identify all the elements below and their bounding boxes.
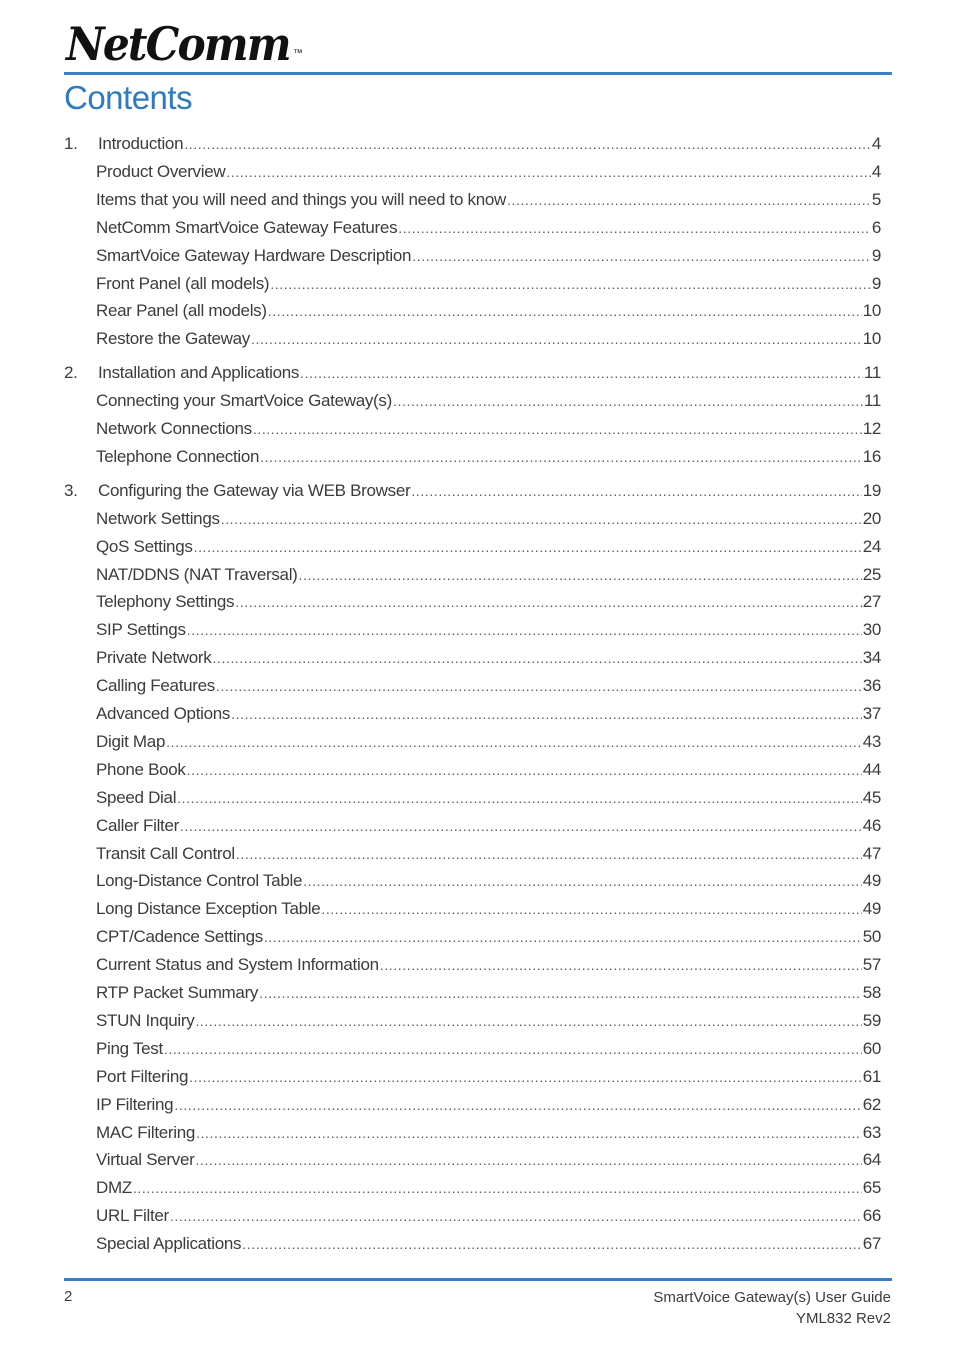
toc-dot-leader bbox=[268, 299, 862, 323]
toc-dot-leader bbox=[187, 758, 862, 782]
header-rule bbox=[64, 72, 892, 75]
toc-page-number: 27 bbox=[862, 592, 881, 612]
toc-page-number: 24 bbox=[862, 536, 881, 556]
toc-page-number: 58 bbox=[862, 983, 881, 1002]
toc-entry-label: SmartVoice Gateway Hardware Description bbox=[96, 245, 412, 265]
toc-page-number: 44 bbox=[862, 759, 881, 779]
toc-page-number: 45 bbox=[862, 787, 881, 807]
toc-page-number: 9 bbox=[871, 245, 881, 265]
toc-entry-label: Network Settings bbox=[96, 508, 220, 528]
toc-entry-label: SIP Settings bbox=[96, 620, 186, 640]
toc-entry[interactable] bbox=[64, 842, 881, 866]
toc-entry[interactable] bbox=[64, 535, 881, 559]
toc-section-number: 1. bbox=[64, 134, 78, 153]
toc-entry[interactable] bbox=[64, 730, 881, 754]
toc-entry[interactable] bbox=[64, 786, 881, 810]
toc-entry-label: Long Distance Exception Table bbox=[96, 899, 321, 919]
toc-page-number: 60 bbox=[862, 1038, 881, 1058]
toc-entry-label: STUN Inquiry bbox=[96, 1010, 195, 1030]
toc-page-number: 62 bbox=[862, 1094, 881, 1114]
toc-entry[interactable] bbox=[64, 1065, 881, 1089]
toc-entry-label: Caller Filter bbox=[96, 815, 180, 835]
toc-dot-leader bbox=[180, 814, 862, 838]
toc-page-number: 65 bbox=[862, 1178, 881, 1198]
toc-page-number: 34 bbox=[862, 648, 881, 668]
toc-entry[interactable] bbox=[64, 1037, 881, 1061]
toc-dot-leader bbox=[264, 925, 862, 949]
toc-entry-label: NAT/DDNS (NAT Traversal) bbox=[96, 564, 298, 584]
toc-entry-label: MAC Filtering bbox=[96, 1122, 196, 1142]
toc-dot-leader bbox=[195, 1009, 861, 1033]
toc-dot-leader bbox=[231, 702, 862, 726]
toc-entry[interactable] bbox=[64, 618, 881, 642]
toc-entry[interactable] bbox=[64, 1121, 881, 1145]
toc-dot-leader bbox=[236, 842, 862, 866]
toc-entry-label: Port Filtering bbox=[96, 1066, 189, 1086]
toc-dot-leader bbox=[195, 1148, 861, 1172]
toc-section-number: 3. bbox=[64, 480, 78, 500]
toc-dot-leader bbox=[174, 1093, 861, 1117]
toc-dot-leader bbox=[259, 981, 862, 1005]
toc-page-number: 59 bbox=[862, 1010, 881, 1030]
toc-entry-label: CPT/Cadence Settings bbox=[96, 927, 263, 947]
toc-entry-label: Configuring the Gateway via WEB Browser bbox=[98, 480, 411, 500]
toc-page-number: 36 bbox=[862, 676, 881, 696]
toc-entry[interactable] bbox=[64, 1093, 881, 1117]
toc-entry[interactable] bbox=[64, 869, 881, 893]
toc-page-number: 20 bbox=[862, 508, 881, 528]
toc-dot-leader bbox=[242, 1232, 861, 1256]
toc-section-entry[interactable] bbox=[64, 361, 881, 385]
footer-page-number: 2 bbox=[64, 1288, 73, 1305]
toc-entry[interactable] bbox=[64, 1148, 881, 1172]
toc-dot-leader bbox=[235, 590, 861, 614]
toc-entry-label: QoS Settings bbox=[96, 536, 193, 556]
toc-entry-label: Speed Dial bbox=[96, 787, 177, 807]
toc-entry[interactable] bbox=[64, 1009, 881, 1033]
toc-dot-leader bbox=[166, 730, 862, 754]
footer-doc-code: YML832 Rev2 bbox=[795, 1310, 891, 1327]
toc-entry-label: Product Overview bbox=[96, 161, 226, 181]
toc-entry[interactable] bbox=[64, 272, 881, 296]
toc-dot-leader bbox=[170, 1204, 862, 1228]
toc-dot-leader bbox=[212, 646, 861, 670]
toc-page-number: 47 bbox=[862, 843, 881, 863]
toc-page-number: 64 bbox=[862, 1150, 881, 1170]
toc-entry-label: Items that you will need and things you will need to know bbox=[96, 189, 507, 209]
toc-entry-label: Telephone Connection bbox=[96, 446, 260, 466]
toc-page-number: 4 bbox=[871, 134, 881, 153]
page-title: Contents bbox=[64, 79, 193, 116]
toc-entry-label: Private Network bbox=[96, 648, 212, 668]
toc-dot-leader bbox=[196, 1121, 862, 1145]
toc-dot-leader bbox=[251, 327, 862, 351]
toc-dot-leader bbox=[177, 786, 862, 810]
toc-page-number: 12 bbox=[862, 419, 881, 438]
toc-dot-leader bbox=[253, 417, 862, 441]
toc-page-number: 6 bbox=[871, 217, 881, 237]
toc-entry[interactable] bbox=[64, 445, 881, 469]
toc-page-number: 4 bbox=[871, 161, 881, 181]
toc-entry-label: Phone Book bbox=[96, 759, 186, 779]
toc-page-number: 16 bbox=[862, 446, 881, 466]
toc-entry-label: URL Filter bbox=[96, 1206, 169, 1226]
toc-page-number: 49 bbox=[862, 871, 881, 891]
toc-dot-leader bbox=[412, 244, 871, 268]
toc-entry[interactable] bbox=[64, 188, 881, 212]
toc-page-number: 19 bbox=[862, 480, 881, 500]
toc-entry-label: Transit Call Control bbox=[96, 843, 235, 863]
toc-dot-leader bbox=[300, 361, 863, 385]
toc-entry-label: Advanced Options bbox=[96, 704, 231, 723]
toc-entry-label: Introduction bbox=[98, 134, 184, 153]
toc-dot-leader bbox=[411, 479, 861, 503]
toc-entry[interactable] bbox=[64, 160, 881, 184]
netcomm-logo bbox=[66, 18, 303, 70]
toc-entry-label: RTP Packet Summary bbox=[96, 983, 259, 1002]
toc-page-number: 49 bbox=[862, 899, 881, 919]
footer-rule bbox=[64, 1278, 892, 1281]
toc-page-number: 10 bbox=[862, 301, 881, 321]
toc-page-number: 63 bbox=[862, 1122, 881, 1142]
toc-dot-leader bbox=[380, 953, 862, 977]
toc-entry[interactable] bbox=[64, 563, 881, 587]
toc-entry[interactable] bbox=[64, 953, 881, 977]
toc-entry[interactable] bbox=[64, 925, 881, 949]
toc-entry[interactable] bbox=[64, 327, 881, 351]
toc-entry[interactable] bbox=[64, 758, 881, 782]
toc-entry-label: Installation and Applications bbox=[98, 363, 300, 383]
toc-entry-label: Network Connections bbox=[96, 419, 252, 438]
toc-section-entry[interactable] bbox=[64, 132, 881, 156]
toc-dot-leader bbox=[507, 188, 871, 212]
toc-entry[interactable] bbox=[64, 981, 881, 1005]
toc-dot-leader bbox=[216, 674, 862, 698]
toc-dot-leader bbox=[189, 1065, 862, 1089]
toc-entry[interactable] bbox=[64, 1232, 881, 1256]
toc-dot-leader bbox=[260, 445, 862, 469]
toc-section-number: 2. bbox=[64, 363, 78, 383]
toc-page-number: 46 bbox=[862, 815, 881, 835]
toc-entry[interactable] bbox=[64, 299, 881, 323]
toc-entry[interactable] bbox=[64, 244, 881, 268]
toc-entry[interactable] bbox=[64, 1204, 881, 1228]
footer-guide-title: SmartVoice Gateway(s) User Guide bbox=[653, 1289, 891, 1306]
toc-dot-leader bbox=[226, 160, 870, 184]
toc-page-number: 11 bbox=[863, 363, 881, 383]
toc-entry-label: Connecting your SmartVoice Gateway(s) bbox=[96, 391, 392, 411]
toc-entry[interactable] bbox=[64, 674, 881, 698]
toc-dot-leader bbox=[221, 507, 862, 531]
toc-entry[interactable] bbox=[64, 216, 881, 240]
toc-dot-leader bbox=[270, 272, 871, 296]
toc-page-number: 67 bbox=[862, 1234, 881, 1254]
toc-page-number: 43 bbox=[862, 731, 881, 751]
toc-entry[interactable] bbox=[64, 702, 881, 726]
toc-dot-leader bbox=[303, 869, 862, 893]
toc-entry-label: NetComm SmartVoice Gateway Features bbox=[96, 217, 398, 237]
toc-entry[interactable] bbox=[64, 814, 881, 838]
toc-dot-leader bbox=[164, 1037, 862, 1061]
toc-entry-label: Digit Map bbox=[96, 731, 166, 751]
toc-dot-leader bbox=[133, 1176, 862, 1200]
toc-entry[interactable] bbox=[64, 389, 881, 413]
toc-page-number: 25 bbox=[862, 564, 881, 584]
toc-entry[interactable] bbox=[64, 590, 881, 614]
toc-entry-label: Long-Distance Control Table bbox=[96, 871, 303, 891]
toc-dot-leader bbox=[184, 132, 871, 156]
toc-entry-label: Virtual Server bbox=[96, 1150, 195, 1170]
footer-doc-info bbox=[653, 1287, 891, 1329]
toc-page-number: 5 bbox=[871, 189, 881, 209]
toc-entry[interactable] bbox=[64, 507, 881, 531]
toc-page-number: 10 bbox=[862, 329, 881, 349]
toc-page-number: 66 bbox=[862, 1206, 881, 1226]
toc-entry-label: Ping Test bbox=[96, 1038, 163, 1058]
toc-entry-label: Restore the Gateway bbox=[96, 329, 250, 349]
toc-page-number: 30 bbox=[862, 620, 881, 640]
toc-dot-leader bbox=[321, 897, 861, 921]
toc-entry[interactable] bbox=[64, 646, 881, 670]
toc-entry-label: Telephony Settings bbox=[96, 592, 235, 612]
logo-trademark: ™ bbox=[293, 48, 303, 59]
toc-entry-label: Current Status and System Information bbox=[96, 955, 379, 975]
toc-page-number: 37 bbox=[862, 704, 881, 723]
toc-entry-label: Calling Features bbox=[96, 676, 215, 696]
toc-page-number: 50 bbox=[862, 927, 881, 947]
toc-entry[interactable] bbox=[64, 897, 881, 921]
toc-entry-label: IP Filtering bbox=[96, 1094, 174, 1114]
toc-entry-label: DMZ bbox=[96, 1178, 132, 1198]
toc-section-entry[interactable] bbox=[64, 479, 881, 503]
logo-text: NetComm bbox=[66, 17, 290, 71]
toc-entry-label: Special Applications bbox=[96, 1234, 242, 1254]
toc-page-number: 57 bbox=[862, 955, 881, 975]
toc-entry[interactable] bbox=[64, 417, 881, 441]
toc-dot-leader bbox=[393, 389, 863, 413]
toc-entry[interactable] bbox=[64, 1176, 881, 1200]
toc-entry-label: Front Panel (all models) bbox=[96, 273, 270, 293]
toc-dot-leader bbox=[398, 216, 871, 240]
toc-page-number: 9 bbox=[871, 273, 881, 293]
toc-dot-leader bbox=[299, 563, 862, 587]
toc-page-number: 61 bbox=[862, 1066, 881, 1086]
toc-entry-label: Rear Panel (all models) bbox=[96, 301, 267, 321]
toc-page-number: 11 bbox=[863, 391, 881, 411]
toc-dot-leader bbox=[194, 535, 862, 559]
toc-dot-leader bbox=[187, 618, 862, 642]
